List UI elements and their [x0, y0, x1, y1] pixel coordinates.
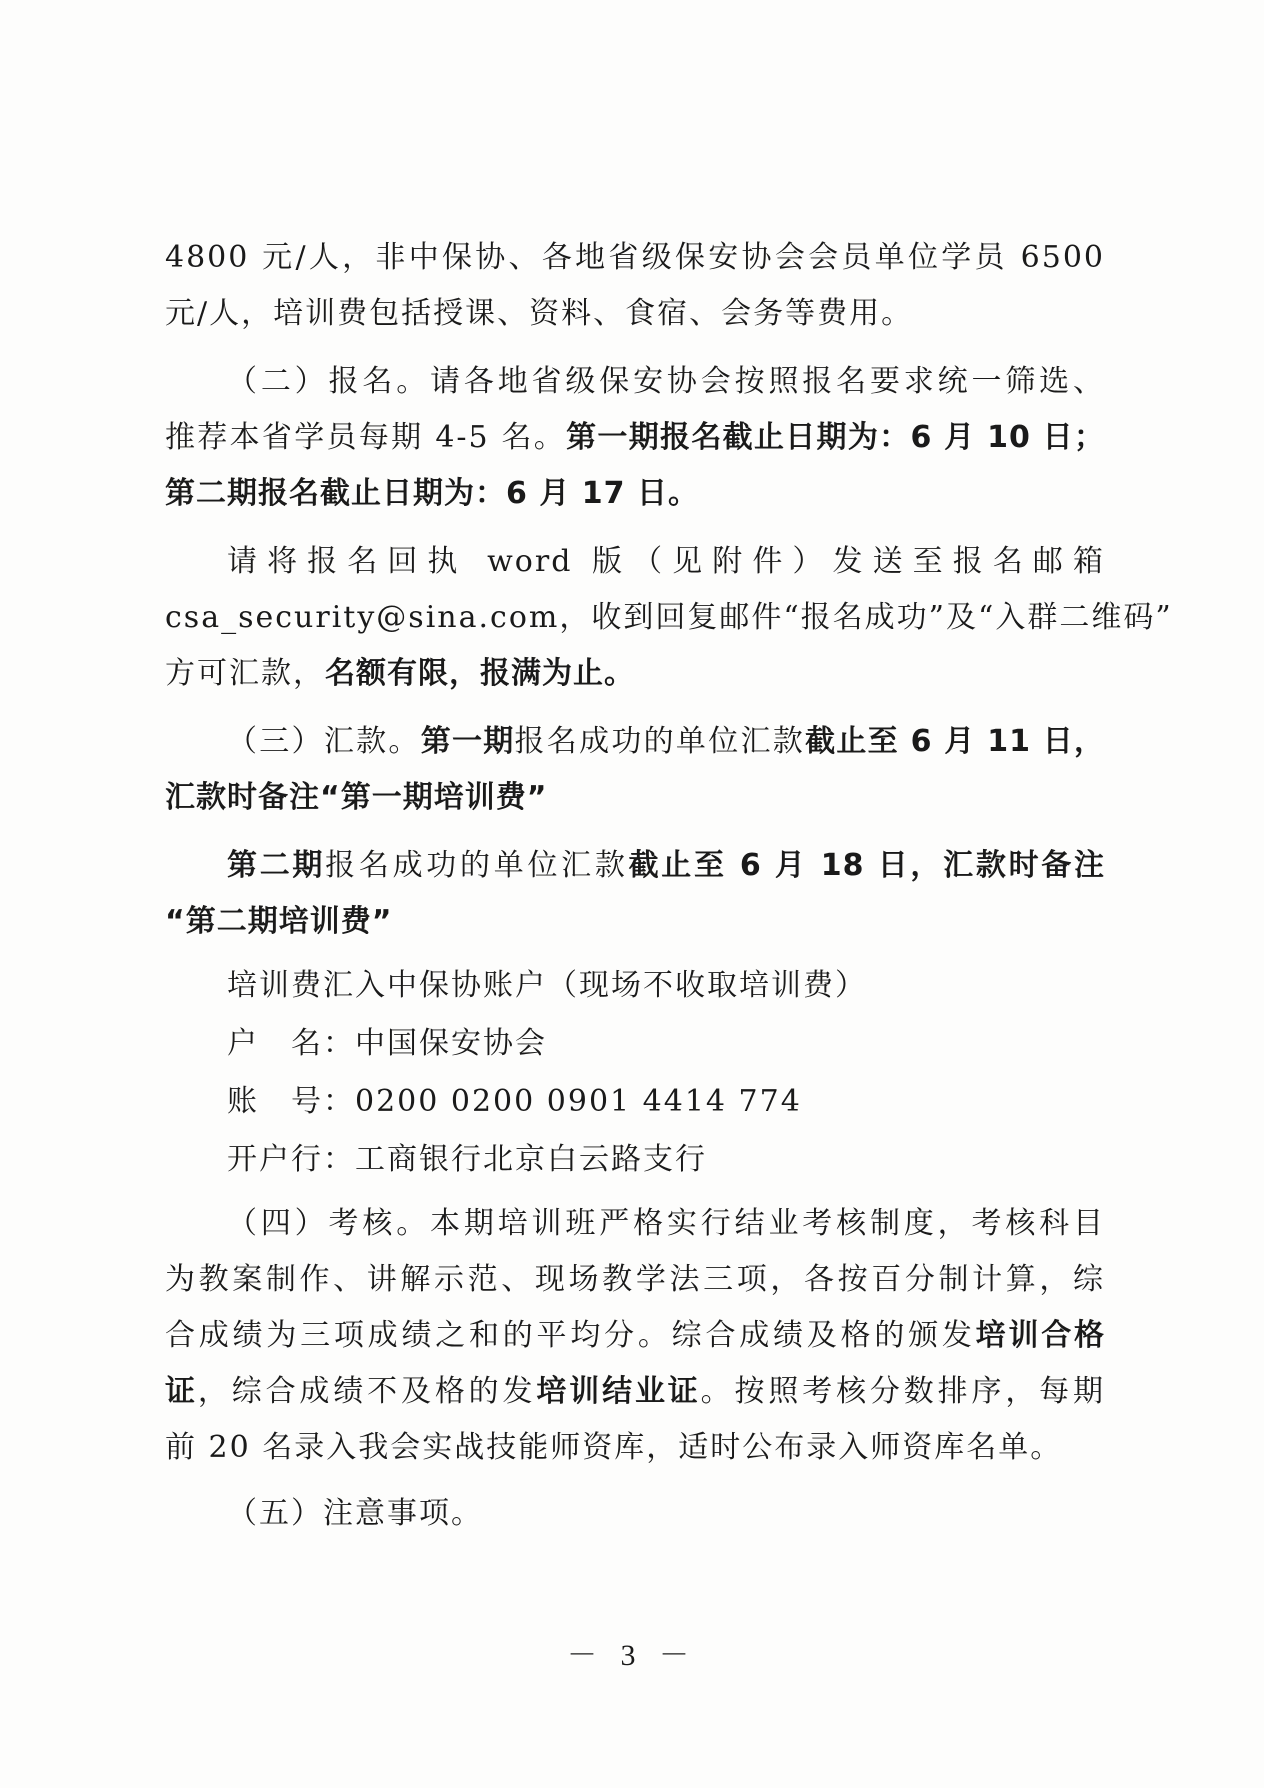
- section-notes-heading: [227, 1492, 483, 1536]
- text-pay-after: 方可汇款，: [165, 656, 325, 691]
- text-unit-payment-2: 报名成功的单位汇款: [325, 848, 629, 883]
- text-deadline-second: 第二期报名截止日期为：6 月 17 日。: [165, 476, 699, 511]
- text-line: [165, 1314, 1105, 1358]
- text-line: [165, 416, 1105, 460]
- text-ranking: 。按照考核分数排序，每期: [700, 1374, 1106, 1409]
- text-fee-member: 4800 元/人，非中保协、各地省级保安协会会员单位学员 6500: [165, 240, 1105, 275]
- text-remark-first: 汇款时备注“第一期培训费”: [165, 780, 548, 815]
- text-line: [165, 1258, 1105, 1302]
- text-line: [227, 964, 867, 1008]
- text-line: [165, 652, 635, 696]
- text-payment-deadline-second: 截止至 6 月 18 日，汇款时备注: [628, 848, 1106, 883]
- section-assessment-heading: [227, 1202, 1105, 1246]
- text-assessment-score: 合成绩为三项成绩之和的平均分。综合成绩及格的颁发: [165, 1318, 976, 1353]
- text-line: [165, 776, 547, 820]
- text-bank: 开户行：工商银行北京白云路支行: [227, 1142, 707, 1177]
- section-registration-heading: [227, 360, 1105, 404]
- text-line: [165, 596, 1173, 640]
- account-bank: [227, 1138, 707, 1182]
- text-cert-end: 证: [165, 1374, 198, 1409]
- text-registration: （二）报名。请各地省级保安协会按照报名要求统一筛选、: [227, 364, 1105, 399]
- text-unit-payment: 报名成功的单位汇款: [514, 724, 806, 759]
- text-line: [165, 1426, 1062, 1470]
- text-fail: ，综合成绩不及格的发: [197, 1374, 537, 1409]
- text-line: [165, 900, 392, 944]
- text-payment-deadline-first: 截止至 6 月 11 日，: [805, 724, 1105, 759]
- text-account-name: 户 名：中国保安协会: [227, 1026, 547, 1061]
- text-second-term: 第二期: [227, 848, 326, 883]
- text-assessment: （四）考核。本期培训班严格实行结业考核制度，考核科目: [227, 1206, 1105, 1241]
- section-payment-heading: [227, 720, 1105, 764]
- text-completion-cert: 培训结业证: [536, 1374, 701, 1409]
- text-assessment-subjects: 为教案制作、讲解示范、现场教学法三项，各按百分制计算，综: [165, 1262, 1105, 1297]
- text-line: [165, 472, 699, 516]
- page-number: － 3 －: [567, 1639, 697, 1672]
- text-line: [165, 292, 913, 336]
- text-remark-second: “第二期培训费”: [165, 904, 393, 939]
- text-notes: （五）注意事项。: [227, 1496, 483, 1531]
- text-account-intro: 培训费汇入中保协账户（现场不收取培训费）: [227, 968, 867, 1003]
- text-fee-includes: 元/人，培训费包括授课、资料、食宿、会务等费用。: [165, 296, 914, 331]
- text-line: [165, 236, 1105, 280]
- text-limited-seats: 名额有限，报满为止。: [325, 656, 635, 691]
- text-account-number: 账 号：0200 0200 0901 4414 774: [227, 1084, 802, 1119]
- text-top20: 前 20 名录入我会实战技能师资库，适时公布录入师资库名单。: [165, 1430, 1063, 1465]
- text-line: [165, 1370, 1105, 1414]
- text-qualified-cert: 培训合格: [975, 1318, 1106, 1353]
- text-line: [227, 540, 1105, 584]
- email-address: csa_security@sina.com，收到回复邮件“报名成功”及“入群二维码”: [165, 600, 1173, 635]
- text-line: [227, 844, 1105, 888]
- text-deadline-first: 第一期报名截止日期为：6 月 10 日；: [566, 420, 1105, 455]
- text-send-form: 请将报名回执 word 版（见附件）发送至报名邮箱: [227, 544, 1105, 579]
- text-first-term: 第一期: [420, 724, 515, 759]
- account-name: [227, 1022, 547, 1066]
- text-recommend: 推荐本省学员每期 4-5 名。: [165, 420, 567, 455]
- account-number: [227, 1080, 802, 1124]
- text-payment: （三）汇款。: [227, 724, 421, 759]
